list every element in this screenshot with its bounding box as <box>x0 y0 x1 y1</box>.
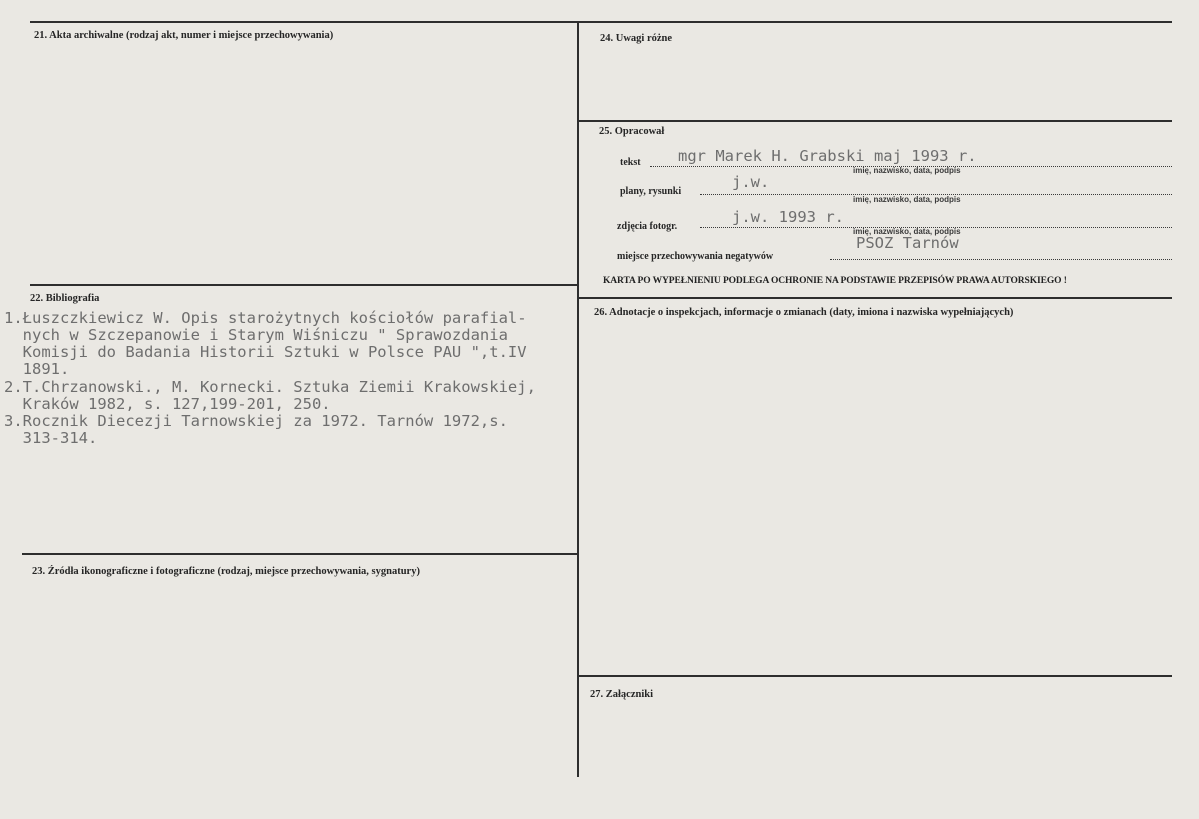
bibliography-line: 1891. <box>4 360 70 378</box>
bibliography-line: 3.Rocznik Diecezji Tarnowskiej za 1972. Tarnów 1972,s. <box>4 412 508 430</box>
tekst-value: mgr Marek H. Grabski maj 1993 r. <box>678 147 977 165</box>
section-27-label: 27. Załączniki <box>590 689 654 700</box>
plany-value: j.w. <box>732 173 770 191</box>
bibliography-line: 1.Łuszczkiewicz W. Opis starożytnych kościołów parafial- <box>4 309 527 327</box>
negatywy-dotted-line <box>830 259 1172 260</box>
rule-25-26 <box>578 297 1172 299</box>
rule-22-23 <box>22 553 578 555</box>
section-22-label: 22. Bibliografia <box>30 293 100 304</box>
plany-label: plany, rysunki <box>620 186 682 197</box>
copyright-notice: KARTA PO WYPEŁNIENIU PODLEGA OCHRONIE NA PODSTAWIE PRZEPISÓW PRAWA AUTORSKIEGO ! <box>603 276 1067 286</box>
bibliography-line: 313-314. <box>4 429 98 447</box>
tekst-caption: imię, nazwisko, data, podpis <box>853 166 961 175</box>
section-24-label: 24. Uwagi różne <box>600 33 673 44</box>
bibliography-line: nych w Szczepanowie i Starym Wiśniczu " Sprawozdania <box>4 326 508 344</box>
section-26-label: 26. Adnotacje o inspekcjach, informacje o zmianach (daty, imiona i nazwiska wypełniających) <box>594 307 1014 318</box>
section-25-label: 25. Opracował <box>599 126 665 137</box>
top-rule <box>30 21 1172 23</box>
negatywy-label: miejsce przechowywania negatywów <box>617 251 774 262</box>
zdjecia-value: j.w. 1993 r. <box>732 208 844 226</box>
zdjecia-caption: imię, nazwisko, data, podpis <box>853 227 961 236</box>
tekst-label: tekst <box>620 157 641 168</box>
bibliography-line: Komisji do Badania Historii Sztuki w Polsce PAU ",t.IV <box>4 343 527 361</box>
negatywy-value: PSOZ Tarnów <box>856 234 959 252</box>
rule-21-22 <box>30 284 578 286</box>
bibliography-line: 2.T.Chrzanowski., M. Kornecki. Sztuka Ziemii Krakowskiej, <box>4 378 536 396</box>
section-21-label: 21. Akta archiwalne (rodzaj akt, numer i miejsce przechowywania) <box>34 30 334 41</box>
rule-26-27 <box>578 675 1172 677</box>
column-divider <box>577 21 579 777</box>
rule-24-25 <box>578 120 1172 122</box>
zdjecia-label: zdjęcia fotogr. <box>617 221 678 232</box>
bibliography-line: Kraków 1982, s. 127,199-201, 250. <box>4 395 331 413</box>
section-23-label: 23. Źródła ikonograficzne i fotograficzne (rodzaj, miejsce przechowywania, sygnatury) <box>32 566 420 577</box>
plany-caption: imię, nazwisko, data, podpis <box>853 195 961 204</box>
